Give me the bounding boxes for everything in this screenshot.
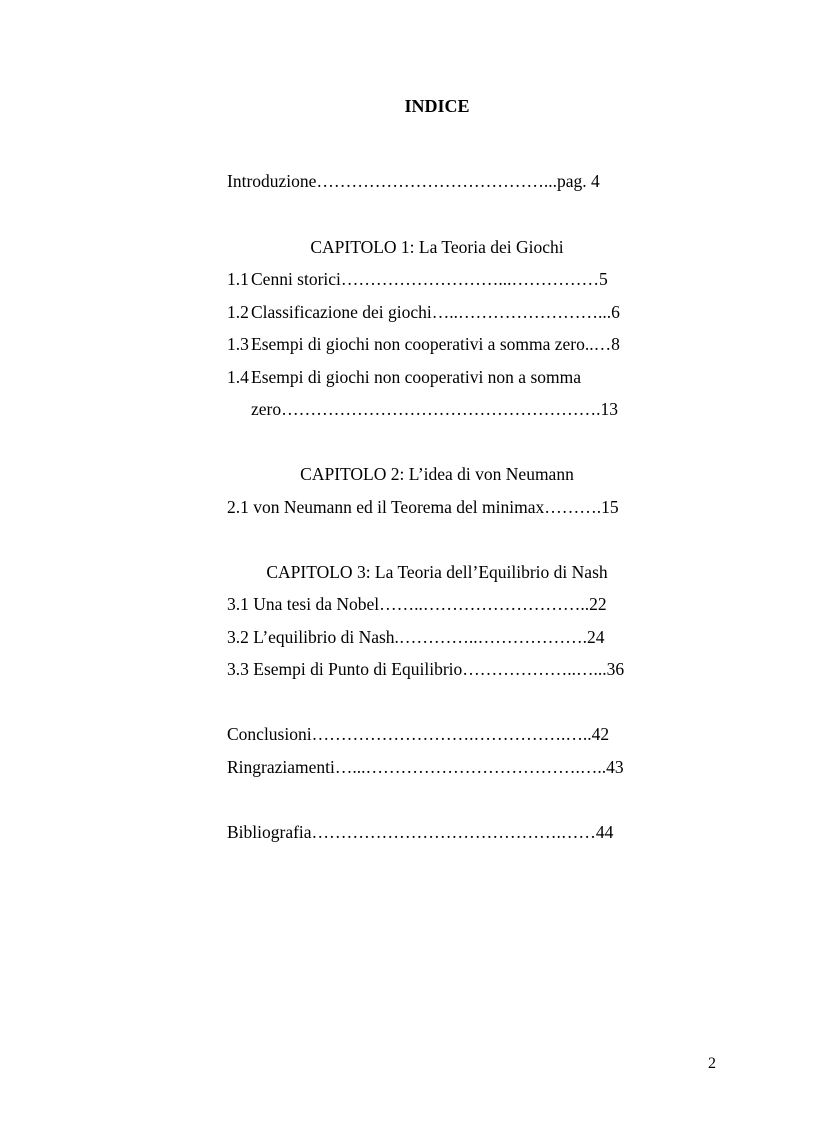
spacer [227,523,647,556]
toc-entry-1-3 [227,328,647,361]
toc-entry-2-1: 2.1 von Neumann ed il Teorema del minimax……….15 [227,496,619,517]
spacer [227,783,647,816]
toc-entry-conclusions: Conclusioni……………………….…………….…..42 [227,724,610,744]
toc-entry-1-2 [227,296,647,329]
toc-entry-1-4 [227,361,647,394]
entry-text: Esempi di giochi non cooperativi a somma zero..…8 [251,334,620,354]
toc-entry-1-4-continuation: zero……………………………………………….13 [251,399,618,419]
entry-text: Classificazione dei giochi…..……………………...6 [251,301,620,322]
toc-title: INDICE [404,96,470,116]
chapter-1-heading: CAPITOLO 1: La Teoria dei Giochi [310,236,564,257]
toc-entry-introduction: Introduzione…………………………………...pag. 4 [227,171,600,191]
entry-text: Cenni storici………………………...……………5 [251,269,608,289]
toc-entry-3-1: 3.1 Una tesi da Nobel……..………………………..22 [227,594,607,614]
toc-entry-3-2: 3.2 L’equilibrio di Nash.…………..……………….24 [227,626,605,647]
entry-text: Esempi di giochi non cooperativi non a somma [251,366,582,387]
entry-number: 1.2 [227,301,249,322]
spacer [227,198,647,231]
entry-number: 1.3 [227,334,249,354]
spacer [227,426,647,459]
page-number: 2 [708,1055,716,1072]
chapter-2-heading: CAPITOLO 2: L’idea di von Neumann [300,464,574,484]
toc-entry-3-3: 3.3 Esempi di Punto di Equilibrio………………..…...36 [227,659,625,679]
spacer [227,686,647,719]
chapter-3-heading: CAPITOLO 3: La Teoria dell’Equilibrio di Nash [266,561,608,582]
toc-entry-acknowledgements: Ringraziamenti…...……………………………….…..43 [227,756,624,777]
entry-number: 1.1 [227,269,249,289]
toc-entry-1-1 [227,263,647,296]
table-of-contents [227,92,647,848]
toc-entry-bibliography: Bibliografia…………………………………….……44 [227,821,614,842]
entry-number: 1.4 [227,366,249,387]
